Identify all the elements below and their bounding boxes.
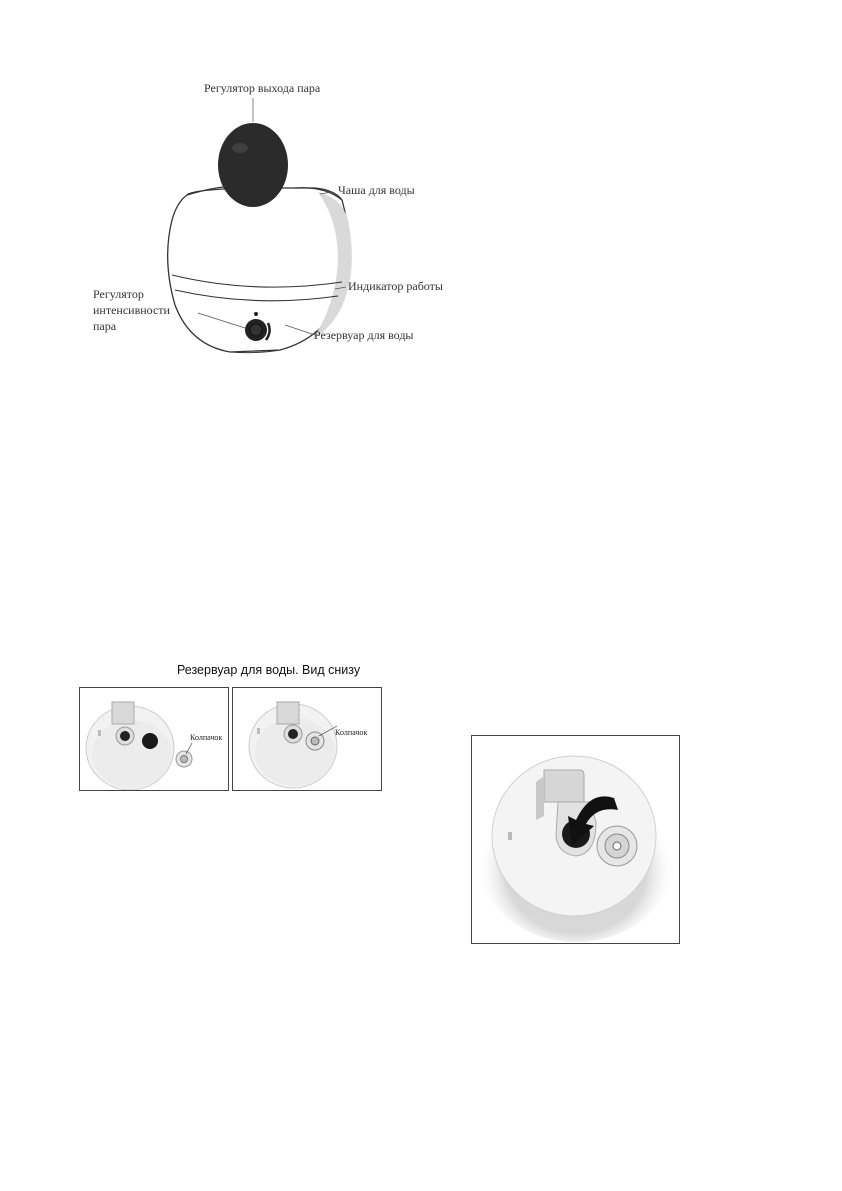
steam-outlet-label: Регулятор выхода пара xyxy=(204,81,321,95)
humidifier-illustration xyxy=(80,70,460,370)
intensity-label-line2: интенсивности xyxy=(93,303,170,317)
water-bowl-label: Чаша для воды xyxy=(338,183,415,197)
bottom-view-photo-right xyxy=(232,687,382,791)
reservoir-bottom-right-illustration xyxy=(233,688,381,790)
cap-installation-photo xyxy=(471,735,680,944)
intensity-label-line1: Регулятор xyxy=(93,287,144,301)
intensity-label-line3: пара xyxy=(93,319,117,333)
cap-label-left: Колпачок xyxy=(190,733,223,742)
steam-outlet-cap xyxy=(218,123,288,207)
bottom-view-photo-left xyxy=(79,687,229,791)
humidifier-diagram xyxy=(80,70,460,370)
reservoir-label: Резервуар для воды xyxy=(314,328,414,342)
bottom-view-caption: Резервуар для воды. Вид снизу xyxy=(177,663,361,677)
cap-label-right: Колпачок xyxy=(335,728,368,737)
cap-installation-illustration xyxy=(472,736,679,943)
indicator-label: Индикатор работы xyxy=(348,279,443,293)
